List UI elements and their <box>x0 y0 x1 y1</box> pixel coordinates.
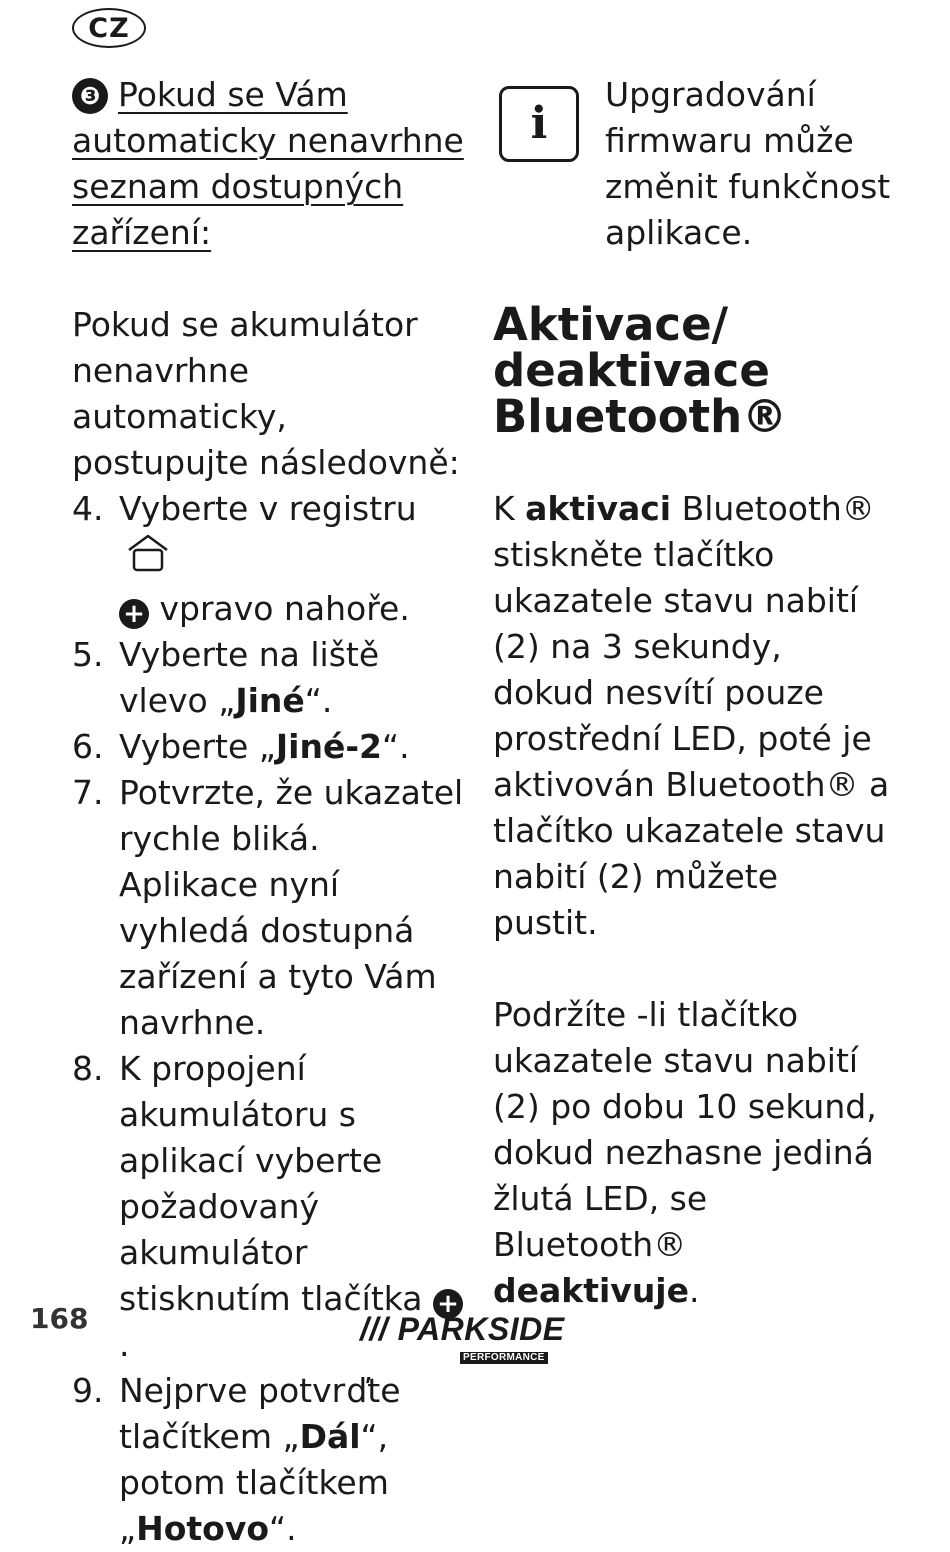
info-text: Upgradování firmwaru může změnit funkčnost aplikace. <box>605 75 891 252</box>
list-item: 6. Vyberte „Jiné-2“. <box>72 727 410 766</box>
brand-sub: PERFORMANCE <box>460 1352 548 1364</box>
step-heading-block <box>72 72 464 256</box>
list-item: 8. K propojení akumulátoru s aplikací vyberte požadovaný akumulátor stisknutím tlačítka +. <box>72 1046 464 1368</box>
language-badge: CZ <box>72 8 146 48</box>
steps-list <box>72 486 464 1552</box>
step-heading: Pokud se Vám automaticky nenavrhne seznam dostupných zařízení: <box>72 75 464 252</box>
plus-circle-icon: + <box>119 599 149 629</box>
list-item: 7. Potvrzte, že ukazatel rychle bliká. Aplikace nyní vyhledá dostupná zařízení a tyto Vám navrhne. <box>72 773 464 1042</box>
activation-paragraph: K aktivaci Bluetooth® stiskněte tlačítko ukazatele stavu nabití (2) na 3 sekundy, dokud nesvítí pouze prostřední LED, poté je aktivován Bluetooth® a tlačítko ukazatele stavu nabití (2) můžete pustit. <box>493 489 890 942</box>
list-item: 4. Vyberte v registru + vpravo nahoře. <box>72 489 417 629</box>
page-number: 168 <box>30 1302 89 1335</box>
brand-name: /// PARKSIDE <box>360 1311 565 1347</box>
list-item: 5. Vyberte na liště vlevo „Jiné“. <box>72 635 380 720</box>
intro-text: Pokud se akumulátor nenavrhne automaticky, postupujte následovně: <box>72 305 460 482</box>
plus-circle-icon: + <box>433 1289 463 1319</box>
right-column <box>493 72 893 1314</box>
info-icon: i <box>499 86 579 162</box>
step-number-icon: ❸ <box>72 78 108 114</box>
parkside-logo <box>360 1311 570 1363</box>
home-icon <box>125 532 171 586</box>
info-note <box>493 72 893 256</box>
section-title: Aktivace/ deaktivace Bluetooth® <box>493 298 788 443</box>
list-item: 9. Nejprve potvrďte tlačítkem „Dál“, potom tlačítkem „Hotovo“. <box>72 1371 401 1548</box>
deactivation-paragraph: Podržíte -li tlačítko ukazatele stavu nabití (2) po dobu 10 sekund, dokud nezhasne jediná žlutá LED, se Bluetooth® deaktivuje. <box>493 995 877 1310</box>
